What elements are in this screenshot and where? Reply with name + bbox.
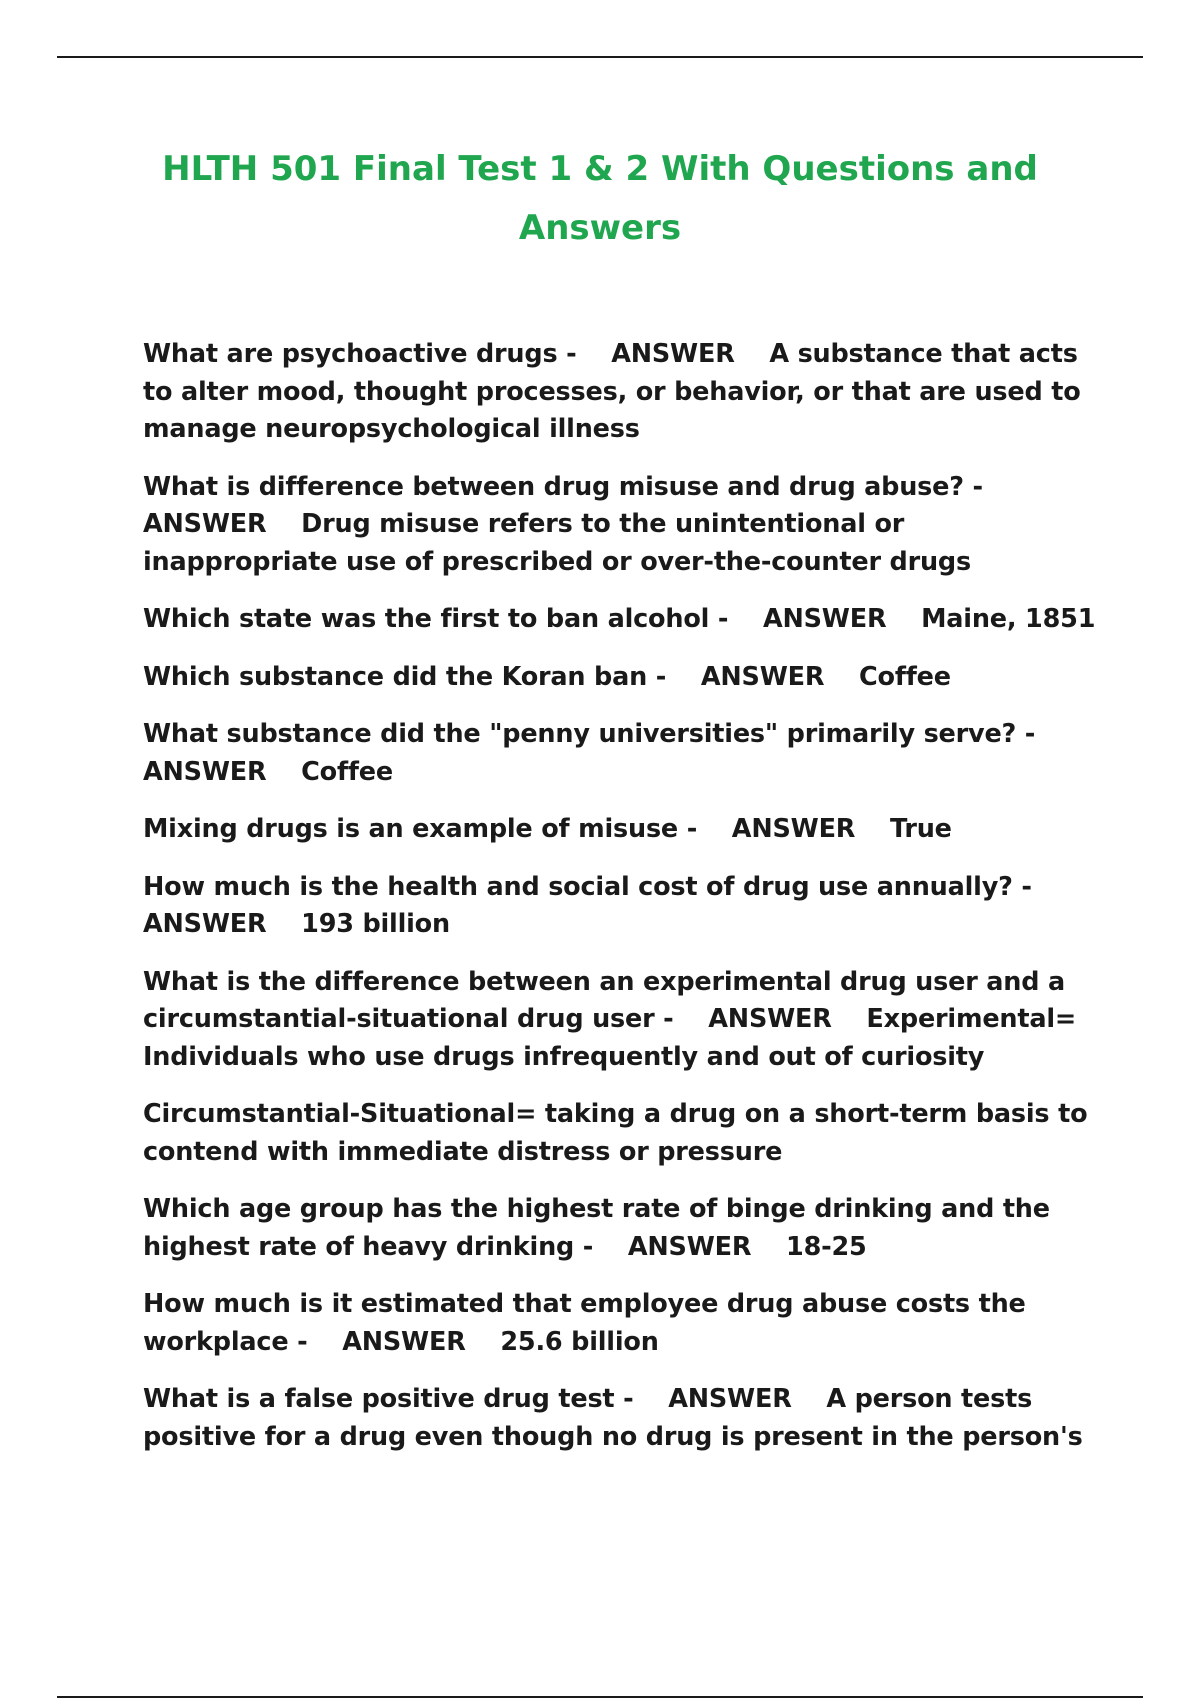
answer-text: 18-25 — [786, 1231, 867, 1262]
answer-label: ANSWER — [611, 339, 735, 369]
answer-text: Maine, 1851 — [921, 604, 1096, 634]
qa-item-7 — [143, 869, 1103, 944]
answer-label: ANSWER — [627, 1231, 752, 1262]
qa-item-4 — [143, 659, 1103, 697]
qa-item-6 — [143, 811, 1103, 849]
answer-label: ANSWER — [143, 909, 267, 939]
qa-item-2 — [143, 469, 1103, 582]
answer-text: Coffee — [301, 756, 393, 787]
qa-item-3 — [143, 601, 1103, 639]
answer-label: ANSWER — [708, 1004, 832, 1034]
bottom-rule — [57, 1696, 1143, 1698]
qa-item-8 — [143, 964, 1103, 1077]
question-text: How much is the health and social cost of drug use annually? - — [143, 871, 1032, 902]
qa-item-10 — [143, 1286, 1103, 1361]
qa-list — [143, 336, 1103, 1476]
answer-label: ANSWER — [668, 1384, 792, 1414]
answer-text: A substance that acts to alter mood, thought processes, or behavior, or that are used to manage neuropsychological illness — [143, 339, 1090, 444]
answer-text: Coffee — [859, 661, 951, 692]
document-title: HLTH 501 Final Test 1 & 2 With Questions and Answers — [162, 149, 1038, 248]
answer-text: 25.6 billion — [500, 1326, 659, 1357]
question-text: Which age group has the highest rate of binge drinking and the highest rate of heavy drinking - — [143, 1194, 1059, 1262]
question-text: Which substance did the Koran ban - — [143, 661, 667, 692]
answer-text: Experimental= Individuals who use drugs infrequently and out of curiosity — [143, 1004, 1085, 1072]
question-text: What are psychoactive drugs - — [143, 339, 577, 369]
answer-text: Drug misuse refers to the unintentional or inappropriate use of prescribed or over-the-counter drugs — [143, 509, 971, 577]
question-text: What is the difference between an experimental drug user and a circumstantial-situational drug user - — [143, 966, 1074, 1034]
question-text: What is difference between drug misuse and drug abuse? - — [143, 471, 983, 502]
answer-text: True — [889, 814, 952, 844]
answer-text: A person tests positive for a drug even though no drug is present in the person's — [143, 1384, 1083, 1452]
question-text: What substance did the "penny universities" primarily serve? - — [143, 719, 1036, 749]
qa-item-8-continued: Circumstantial-Situational= taking a drug on a short-term basis to contend with immediate distress or pressure — [143, 1099, 1097, 1167]
answer-label: ANSWER — [143, 509, 267, 539]
answer-label: ANSWER — [342, 1326, 466, 1357]
qa-item-1 — [143, 336, 1103, 449]
answer-label: ANSWER — [762, 604, 887, 634]
question-text: What is a false positive drug test - — [143, 1384, 634, 1414]
qa-item-5 — [143, 716, 1103, 791]
question-text: How much is it estimated that employee drug abuse costs the workplace - — [143, 1289, 1035, 1357]
question-text: Mixing drugs is an example of misuse - — [143, 814, 698, 844]
answer-label: ANSWER — [700, 661, 825, 692]
question-text: Which state was the first to ban alcohol - — [143, 604, 729, 634]
answer-label: ANSWER — [731, 814, 856, 844]
answer-text: 193 billion — [301, 909, 450, 939]
top-rule — [57, 56, 1143, 58]
qa-item-9 — [143, 1191, 1103, 1266]
qa-item-11 — [143, 1381, 1103, 1456]
answer-label: ANSWER — [143, 756, 267, 787]
